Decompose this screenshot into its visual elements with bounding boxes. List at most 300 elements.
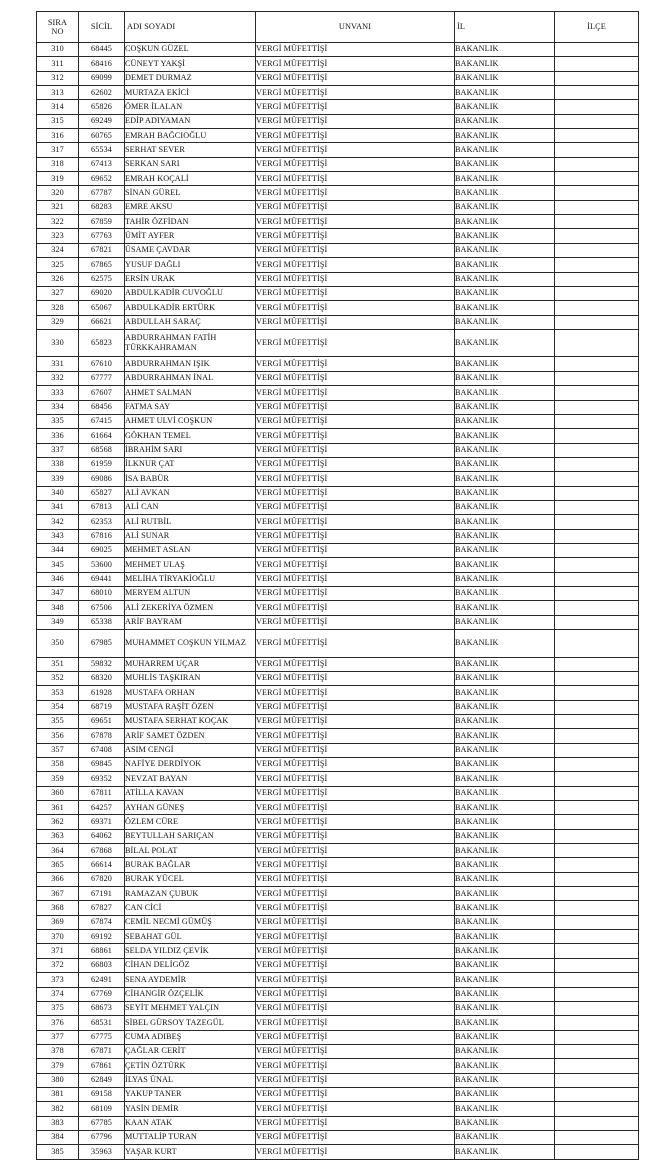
cell-adi-soyadi: BİLAL POLAT [125, 844, 256, 858]
cell-sicil: 53600 [79, 558, 125, 572]
cell-sira-no: 370 [37, 930, 79, 944]
table-row [37, 272, 639, 286]
cell-unvani: VERGİ MÜFETTİŞİ [256, 1102, 455, 1116]
cell-ilce [555, 1030, 639, 1044]
cell-sira-no: 369 [37, 915, 79, 929]
cell-sira-no: 374 [37, 987, 79, 1001]
cell-ilce [555, 786, 639, 800]
table-row [37, 1145, 639, 1159]
cell-sicil: 67777 [79, 371, 125, 385]
cell-ilce [555, 329, 639, 357]
cell-il: BAKANLIK [455, 686, 555, 700]
cell-il: BAKANLIK [455, 1102, 555, 1116]
cell-sira-no: 341 [37, 500, 79, 514]
cell-unvani: VERGİ MÜFETTİŞİ [256, 844, 455, 858]
cell-unvani: VERGİ MÜFETTİŞİ [256, 671, 455, 685]
cell-adi-soyadi: COŞKUN GÜZEL [125, 43, 256, 57]
cell-sira-no: 364 [37, 844, 79, 858]
cell-ilce [555, 400, 639, 414]
cell-il: BAKANLIK [455, 729, 555, 743]
cell-sira-no: 312 [37, 71, 79, 85]
cell-ilce [555, 500, 639, 514]
cell-adi-soyadi: ÇETİN ÖZTÜRK [125, 1059, 256, 1073]
cell-ilce [555, 529, 639, 543]
cell-sira-no: 368 [37, 901, 79, 915]
cell-sira-no: 342 [37, 515, 79, 529]
cell-adi-soyadi: MERYEM ALTUN [125, 586, 256, 600]
cell-ilce [555, 901, 639, 915]
table-row [37, 958, 639, 972]
cell-unvani: VERGİ MÜFETTİŞİ [256, 973, 455, 987]
cell-adi-soyadi: ALİ CAN [125, 500, 256, 514]
cell-sicil: 67871 [79, 1044, 125, 1058]
table-row [37, 572, 639, 586]
cell-sicil: 64062 [79, 829, 125, 843]
cell-unvani: VERGİ MÜFETTİŞİ [256, 414, 455, 428]
table-row [37, 586, 639, 600]
cell-il: BAKANLIK [455, 86, 555, 100]
cell-sira-no: 333 [37, 386, 79, 400]
cell-sira-no: 319 [37, 172, 79, 186]
cell-unvani: VERGİ MÜFETTİŞİ [256, 500, 455, 514]
table-row [37, 57, 639, 71]
cell-il: BAKANLIK [455, 801, 555, 815]
cell-adi-soyadi: KAAN ATAK [125, 1116, 256, 1130]
cell-unvani: VERGİ MÜFETTİŞİ [256, 758, 455, 772]
cell-ilce [555, 543, 639, 557]
cell-il: BAKANLIK [455, 815, 555, 829]
table-row [37, 729, 639, 743]
cell-ilce [555, 157, 639, 171]
cell-unvani: VERGİ MÜFETTİŞİ [256, 429, 455, 443]
cell-unvani: VERGİ MÜFETTİŞİ [256, 1030, 455, 1044]
cell-il: BAKANLIK [455, 1030, 555, 1044]
cell-il: BAKANLIK [455, 114, 555, 128]
cell-sicil: 61928 [79, 686, 125, 700]
cell-ilce [555, 743, 639, 757]
cell-adi-soyadi: SERHAT SEVER [125, 143, 256, 157]
table-row [37, 1130, 639, 1144]
cell-adi-soyadi: EMRAH BAĞCIOĞLU [125, 129, 256, 143]
cell-ilce [555, 829, 639, 843]
cell-adi-soyadi: ALİ ZEKERİYA ÖZMEN [125, 601, 256, 615]
cell-ilce [555, 315, 639, 329]
cell-adi-soyadi: ABDULKADİR ERTÜRK [125, 301, 256, 315]
cell-sicil: 66621 [79, 315, 125, 329]
cell-ilce [555, 872, 639, 886]
cell-adi-soyadi: MUSTAFA SERHAT KOÇAK [125, 714, 256, 728]
cell-unvani: VERGİ MÜFETTİŞİ [256, 686, 455, 700]
cell-unvani: VERGİ MÜFETTİŞİ [256, 57, 455, 71]
personnel-table [36, 11, 639, 1160]
table-row [37, 243, 639, 257]
table-row [37, 529, 639, 543]
table-row [37, 887, 639, 901]
cell-sira-no: 324 [37, 243, 79, 257]
cell-sira-no: 335 [37, 414, 79, 428]
cell-sira-no: 358 [37, 758, 79, 772]
table-row [37, 172, 639, 186]
cell-sira-no: 381 [37, 1087, 79, 1101]
table-row [37, 429, 639, 443]
cell-unvani: VERGİ MÜFETTİŞİ [256, 786, 455, 800]
cell-sicil: 67787 [79, 186, 125, 200]
cell-sira-no: 338 [37, 457, 79, 471]
cell-sira-no: 377 [37, 1030, 79, 1044]
cell-ilce [555, 1102, 639, 1116]
cell-il: BAKANLIK [455, 71, 555, 85]
cell-unvani: VERGİ MÜFETTİŞİ [256, 930, 455, 944]
table-row [37, 71, 639, 85]
cell-sicil: 65826 [79, 100, 125, 114]
table-row [37, 743, 639, 757]
cell-unvani: VERGİ MÜFETTİŞİ [256, 172, 455, 186]
table-row [37, 1001, 639, 1015]
cell-ilce [555, 1059, 639, 1073]
cell-ilce [555, 1116, 639, 1130]
cell-il: BAKANLIK [455, 43, 555, 57]
cell-unvani: VERGİ MÜFETTİŞİ [256, 272, 455, 286]
table-row [37, 286, 639, 300]
cell-il: BAKANLIK [455, 944, 555, 958]
cell-ilce [555, 243, 639, 257]
table-row [37, 558, 639, 572]
cell-unvani: VERGİ MÜFETTİŞİ [256, 443, 455, 457]
cell-sicil: 69651 [79, 714, 125, 728]
cell-sicil: 67785 [79, 1116, 125, 1130]
cell-ilce [555, 286, 639, 300]
cell-adi-soyadi: ABDURRAHMAN IŞIK [125, 357, 256, 371]
cell-unvani: VERGİ MÜFETTİŞİ [256, 386, 455, 400]
name-line-1: ABDURRAHMAN FATİH [125, 333, 217, 343]
table-row [37, 386, 639, 400]
cell-sicil: 67816 [79, 529, 125, 543]
cell-il: BAKANLIK [455, 1059, 555, 1073]
cell-adi-soyadi: CAN CİCİ [125, 901, 256, 915]
cell-ilce [555, 801, 639, 815]
cell-il: BAKANLIK [455, 615, 555, 629]
cell-sira-no: 329 [37, 315, 79, 329]
cell-adi-soyadi: MUHLİS TAŞKIRAN [125, 671, 256, 685]
table-row [37, 1059, 639, 1073]
cell-unvani: VERGİ MÜFETTİŞİ [256, 315, 455, 329]
cell-sicil: 67820 [79, 872, 125, 886]
cell-sira-no: 350 [37, 630, 79, 658]
cell-il: BAKANLIK [455, 601, 555, 615]
cell-il: BAKANLIK [455, 357, 555, 371]
cell-sicil: 59832 [79, 657, 125, 671]
cell-ilce [555, 714, 639, 728]
cell-adi-soyadi: ÇAĞLAR CERİT [125, 1044, 256, 1058]
cell-sira-no: 318 [37, 157, 79, 171]
cell-ilce [555, 357, 639, 371]
cell-unvani: VERGİ MÜFETTİŞİ [256, 229, 455, 243]
cell-sicil: 69845 [79, 758, 125, 772]
cell-unvani: VERGİ MÜFETTİŞİ [256, 958, 455, 972]
cell-ilce [555, 258, 639, 272]
cell-sicil: 69652 [79, 172, 125, 186]
cell-adi-soyadi: NEVZAT BAYAN [125, 772, 256, 786]
cell-ilce [555, 915, 639, 929]
cell-sira-no: 311 [37, 57, 79, 71]
cell-sicil: 68861 [79, 944, 125, 958]
cell-sicil: 67769 [79, 987, 125, 1001]
cell-ilce [555, 1044, 639, 1058]
cell-il: BAKANLIK [455, 301, 555, 315]
cell-sira-no: 384 [37, 1130, 79, 1144]
cell-sicil: 68283 [79, 200, 125, 214]
cell-ilce [555, 987, 639, 1001]
cell-unvani: VERGİ MÜFETTİŞİ [256, 1145, 455, 1159]
cell-sicil: 69352 [79, 772, 125, 786]
cell-unvani: VERGİ MÜFETTİŞİ [256, 357, 455, 371]
cell-unvani: VERGİ MÜFETTİŞİ [256, 215, 455, 229]
table-row [37, 515, 639, 529]
table-row [37, 114, 639, 128]
cell-unvani: VERGİ MÜFETTİŞİ [256, 129, 455, 143]
cell-sira-no: 372 [37, 958, 79, 972]
table-row [37, 86, 639, 100]
cell-sicil: 61664 [79, 429, 125, 443]
cell-sira-no: 354 [37, 700, 79, 714]
cell-ilce [555, 457, 639, 471]
cell-unvani: VERGİ MÜFETTİŞİ [256, 1016, 455, 1030]
cell-ilce [555, 172, 639, 186]
cell-ilce [555, 301, 639, 315]
cell-sicil: 67796 [79, 1130, 125, 1144]
cell-sicil: 66614 [79, 858, 125, 872]
table-row [37, 329, 639, 357]
cell-il: BAKANLIK [455, 500, 555, 514]
cell-adi-soyadi: DEMET DURMAZ [125, 71, 256, 85]
table-row [37, 915, 639, 929]
cell-il: BAKANLIK [455, 200, 555, 214]
cell-unvani: VERGİ MÜFETTİŞİ [256, 400, 455, 414]
cell-sira-no: 363 [37, 829, 79, 843]
cell-sicil: 67861 [79, 1059, 125, 1073]
table-row [37, 157, 639, 171]
cell-sira-no: 339 [37, 472, 79, 486]
cell-sira-no: 366 [37, 872, 79, 886]
cell-ilce [555, 472, 639, 486]
cell-il: BAKANLIK [455, 157, 555, 171]
cell-il: BAKANLIK [455, 229, 555, 243]
cell-sira-no: 334 [37, 400, 79, 414]
cell-sicil: 69371 [79, 815, 125, 829]
cell-sira-no: 365 [37, 858, 79, 872]
cell-sira-no: 373 [37, 973, 79, 987]
cell-sicil: 67821 [79, 243, 125, 257]
cell-ilce [555, 229, 639, 243]
cell-sira-no: 379 [37, 1059, 79, 1073]
cell-adi-soyadi: BEYTULLAH SARIÇAN [125, 829, 256, 843]
cell-sicil: 62575 [79, 272, 125, 286]
cell-il: BAKANLIK [455, 901, 555, 915]
cell-il: BAKANLIK [455, 844, 555, 858]
cell-unvani: VERGİ MÜFETTİŞİ [256, 657, 455, 671]
cell-sicil: 35963 [79, 1145, 125, 1159]
cell-sicil: 68445 [79, 43, 125, 57]
cell-ilce [555, 1145, 639, 1159]
cell-il: BAKANLIK [455, 1073, 555, 1087]
cell-ilce [555, 615, 639, 629]
cell-sira-no: 332 [37, 371, 79, 385]
cell-sira-no: 385 [37, 1145, 79, 1159]
cell-il: BAKANLIK [455, 1016, 555, 1030]
cell-sira-no: 362 [37, 815, 79, 829]
cell-adi-soyadi: AYHAN GÜNEŞ [125, 801, 256, 815]
cell-sicil: 64257 [79, 801, 125, 815]
cell-il: BAKANLIK [455, 786, 555, 800]
table-row [37, 786, 639, 800]
cell-adi-soyadi: ÖZLEM CÜRE [125, 815, 256, 829]
cell-sicil: 68456 [79, 400, 125, 414]
cell-sicil: 68010 [79, 586, 125, 600]
cell-unvani: VERGİ MÜFETTİŞİ [256, 1087, 455, 1101]
cell-sicil: 69441 [79, 572, 125, 586]
cell-ilce [555, 572, 639, 586]
document-sheet [36, 11, 638, 1160]
table-row [37, 200, 639, 214]
cell-sicil: 68531 [79, 1016, 125, 1030]
cell-sira-no: 380 [37, 1073, 79, 1087]
cell-unvani: VERGİ MÜFETTİŞİ [256, 915, 455, 929]
cell-sicil: 69158 [79, 1087, 125, 1101]
cell-il: BAKANLIK [455, 1116, 555, 1130]
cell-sira-no: 340 [37, 486, 79, 500]
cell-adi-soyadi: ATİLLA KAVAN [125, 786, 256, 800]
cell-ilce [555, 772, 639, 786]
cell-sira-no: 357 [37, 743, 79, 757]
table-row [37, 215, 639, 229]
table-row [37, 973, 639, 987]
cell-adi-soyadi: İLKNUR ÇAT [125, 457, 256, 471]
cell-ilce [555, 515, 639, 529]
table-header [37, 12, 639, 43]
cell-ilce [555, 43, 639, 57]
cell-ilce [555, 844, 639, 858]
column-header-sira-line2: NO [51, 27, 64, 36]
cell-unvani: VERGİ MÜFETTİŞİ [256, 615, 455, 629]
cell-sira-no: 383 [37, 1116, 79, 1130]
cell-il: BAKANLIK [455, 315, 555, 329]
cell-il: BAKANLIK [455, 129, 555, 143]
cell-il: BAKANLIK [455, 443, 555, 457]
table-row [37, 543, 639, 557]
cell-ilce [555, 272, 639, 286]
cell-il: BAKANLIK [455, 258, 555, 272]
cell-sicil: 65338 [79, 615, 125, 629]
cell-il: BAKANLIK [455, 243, 555, 257]
cell-adi-soyadi: MEHMET ULAŞ [125, 558, 256, 572]
cell-ilce [555, 443, 639, 457]
cell-sicil: 67874 [79, 915, 125, 929]
cell-sicil: 69192 [79, 930, 125, 944]
cell-unvani: VERGİ MÜFETTİŞİ [256, 815, 455, 829]
cell-sicil: 65067 [79, 301, 125, 315]
cell-il: BAKANLIK [455, 858, 555, 872]
cell-adi-soyadi: EMRE AKSU [125, 200, 256, 214]
table-row [37, 930, 639, 944]
cell-ilce [555, 973, 639, 987]
table-header-row [37, 12, 639, 43]
cell-unvani: VERGİ MÜFETTİŞİ [256, 86, 455, 100]
cell-adi-soyadi: SEYİT MEHMET YALÇIN [125, 1001, 256, 1015]
cell-unvani: VERGİ MÜFETTİŞİ [256, 1001, 455, 1015]
table-row [37, 858, 639, 872]
cell-ilce [555, 887, 639, 901]
table-row [37, 186, 639, 200]
cell-sicil: 69020 [79, 286, 125, 300]
cell-sira-no: 359 [37, 772, 79, 786]
cell-sira-no: 346 [37, 572, 79, 586]
table-row [37, 229, 639, 243]
cell-il: BAKANLIK [455, 186, 555, 200]
cell-ilce [555, 486, 639, 500]
cell-ilce [555, 558, 639, 572]
table-body [37, 43, 639, 1160]
table-row [37, 301, 639, 315]
cell-sicil: 67408 [79, 743, 125, 757]
cell-adi-soyadi: ABDULLAH SARAÇ [125, 315, 256, 329]
cell-adi-soyadi: ALİ AVKAN [125, 486, 256, 500]
cell-unvani: VERGİ MÜFETTİŞİ [256, 729, 455, 743]
cell-il: BAKANLIK [455, 714, 555, 728]
cell-sicil: 68673 [79, 1001, 125, 1015]
cell-il: BAKANLIK [455, 743, 555, 757]
cell-sicil: 69249 [79, 114, 125, 128]
cell-sira-no: 323 [37, 229, 79, 243]
cell-adi-soyadi: AHMET SALMAN [125, 386, 256, 400]
cell-sira-no: 317 [37, 143, 79, 157]
table-row [37, 700, 639, 714]
cell-ilce [555, 686, 639, 700]
cell-sira-no: 371 [37, 944, 79, 958]
cell-unvani: VERGİ MÜFETTİŞİ [256, 1116, 455, 1130]
cell-ilce [555, 215, 639, 229]
cell-ilce [555, 930, 639, 944]
cell-adi-soyadi: ÜSAME ÇAVDAR [125, 243, 256, 257]
cell-unvani: VERGİ MÜFETTİŞİ [256, 43, 455, 57]
cell-ilce [555, 944, 639, 958]
cell-sira-no: 367 [37, 887, 79, 901]
cell-ilce [555, 114, 639, 128]
cell-adi-soyadi: RAMAZAN ÇUBUK [125, 887, 256, 901]
cell-sira-no: 353 [37, 686, 79, 700]
cell-unvani: VERGİ MÜFETTİŞİ [256, 858, 455, 872]
cell-il: BAKANLIK [455, 1130, 555, 1144]
table-row [37, 400, 639, 414]
cell-il: BAKANLIK [455, 100, 555, 114]
cell-sira-no: 376 [37, 1016, 79, 1030]
cell-ilce [555, 100, 639, 114]
cell-unvani: VERGİ MÜFETTİŞİ [256, 700, 455, 714]
table-row [37, 486, 639, 500]
cell-il: BAKANLIK [455, 329, 555, 357]
cell-ilce [555, 630, 639, 658]
cell-il: BAKANLIK [455, 772, 555, 786]
cell-sicil: 62353 [79, 515, 125, 529]
cell-adi-soyadi: ALİ SUNAR [125, 529, 256, 543]
cell-sira-no: 330 [37, 329, 79, 357]
cell-adi-soyadi: AHMET ULVİ COŞKUN [125, 414, 256, 428]
cell-sicil: 67191 [79, 887, 125, 901]
cell-sicil: 65823 [79, 329, 125, 357]
cell-sicil: 67413 [79, 157, 125, 171]
table-row [37, 43, 639, 57]
cell-sira-no: 345 [37, 558, 79, 572]
table-row [37, 801, 639, 815]
